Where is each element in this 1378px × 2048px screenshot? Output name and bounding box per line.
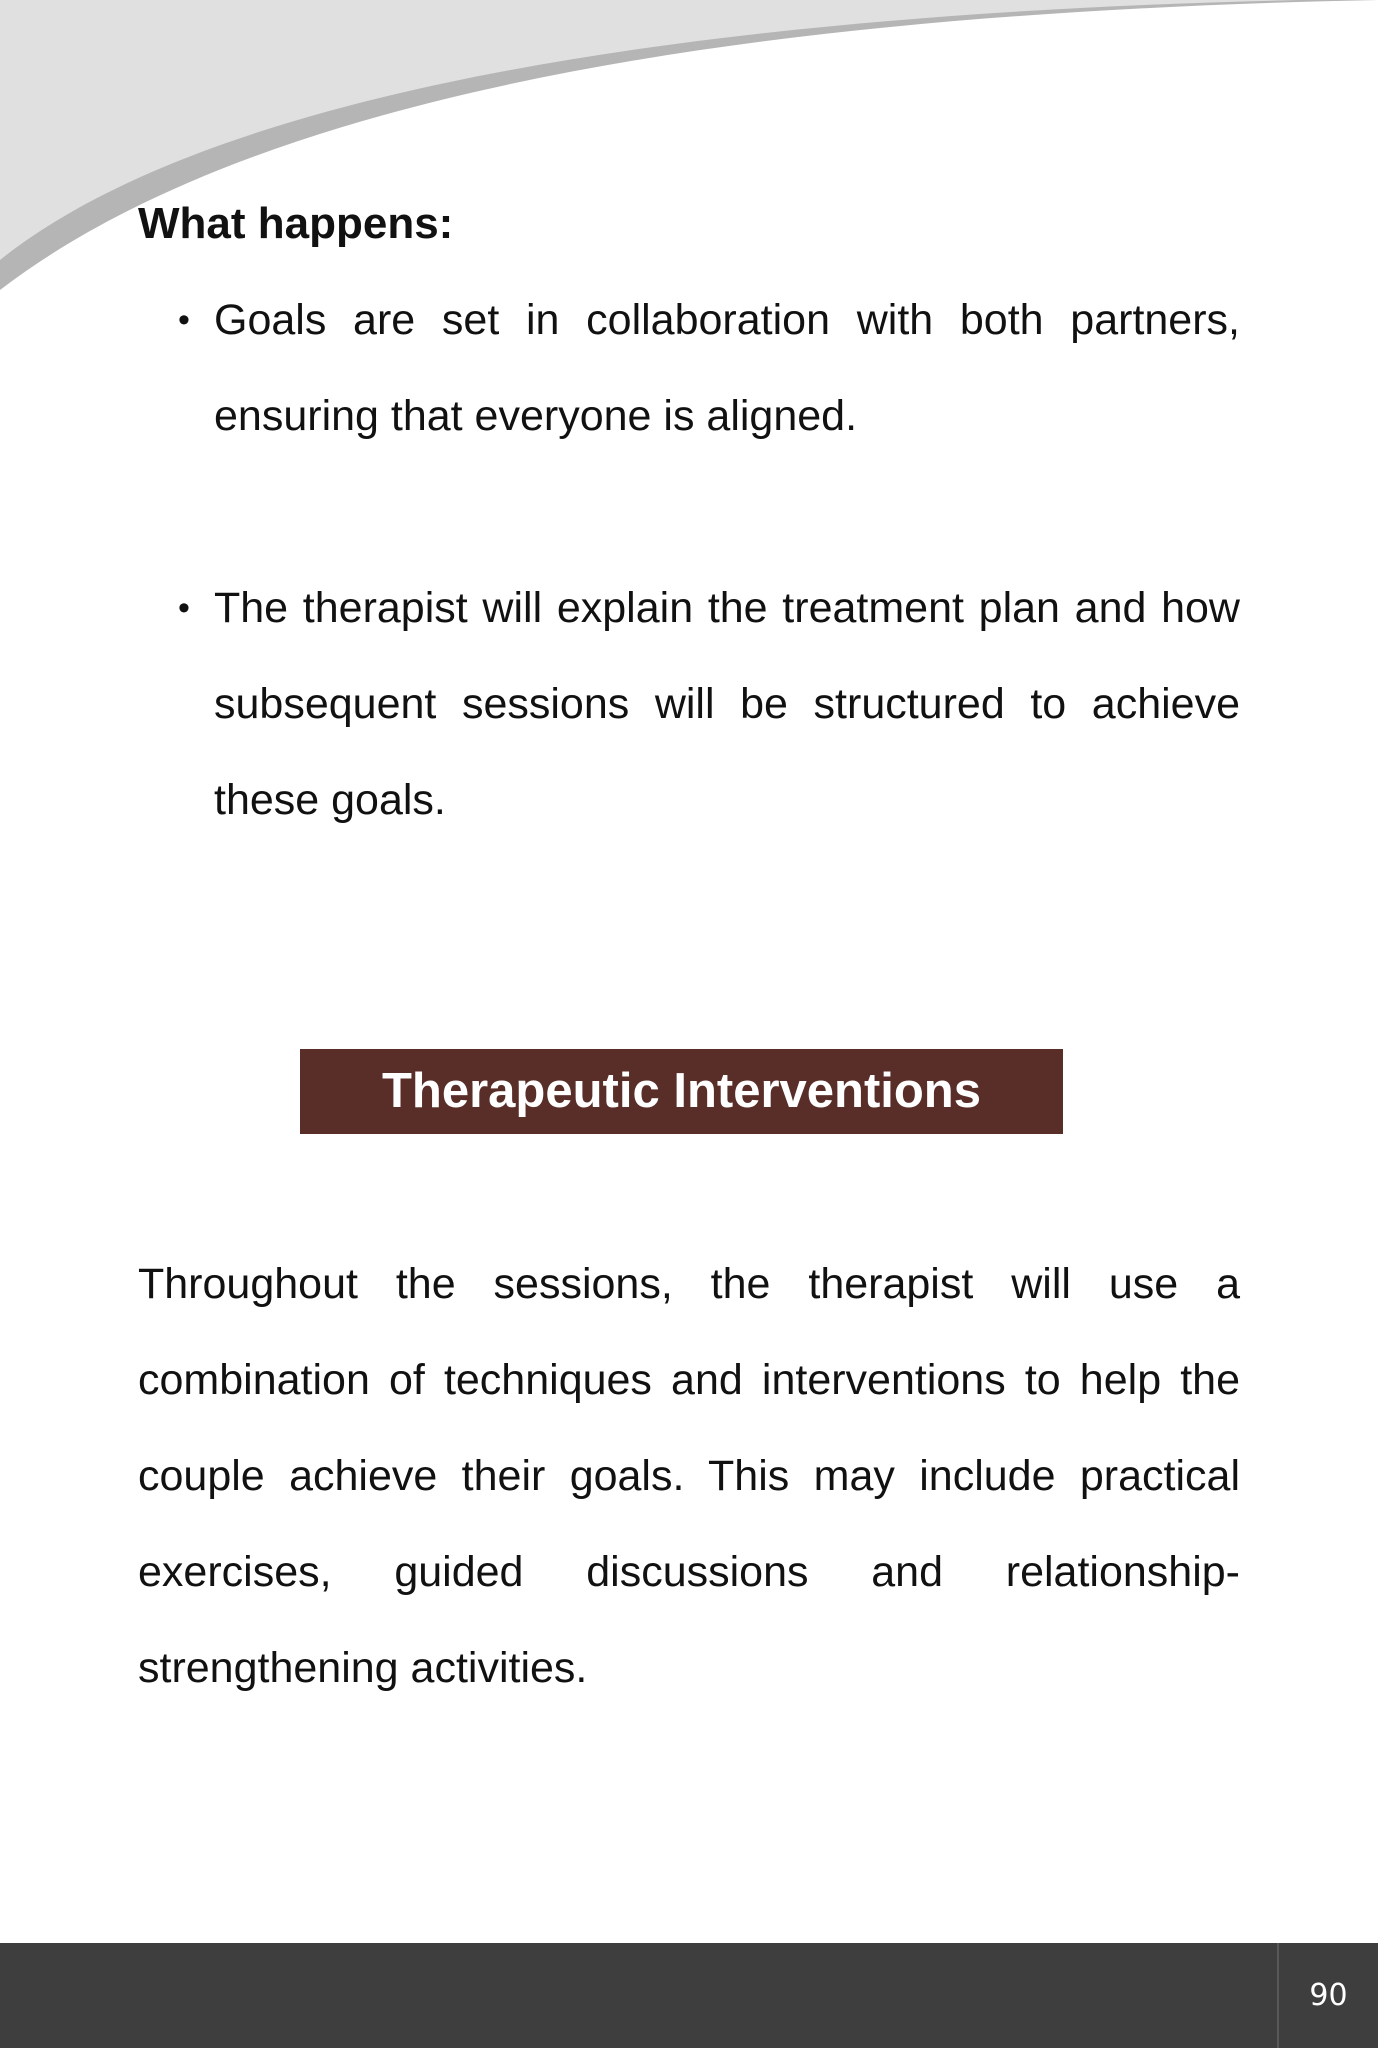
bullet-text: The therapist will explain the treatment plan and how subsequent sessions will be structured to achieve these goals. (214, 584, 1240, 824)
section-heading: What happens: (138, 199, 454, 248)
bullet-icon: • (178, 589, 190, 627)
corner-swoosh-decoration (0, 0, 1378, 300)
bullet-icon: • (178, 301, 190, 339)
body-paragraph: Throughout the sessions, the therapist will use a combination of techniques and interventions to help the couple achieve their goals. This may include practical exercises, guided discussions and relationship-strengthening activities. (138, 1260, 1240, 1692)
footer-bar (0, 1943, 1378, 2048)
page-number: 90 (1277, 1943, 1378, 2048)
section-title-banner: Therapeutic Interventions (300, 1049, 1063, 1134)
bullet-text: Goals are set in collaboration with both partners, ensuring that everyone is aligned. (214, 296, 1240, 440)
